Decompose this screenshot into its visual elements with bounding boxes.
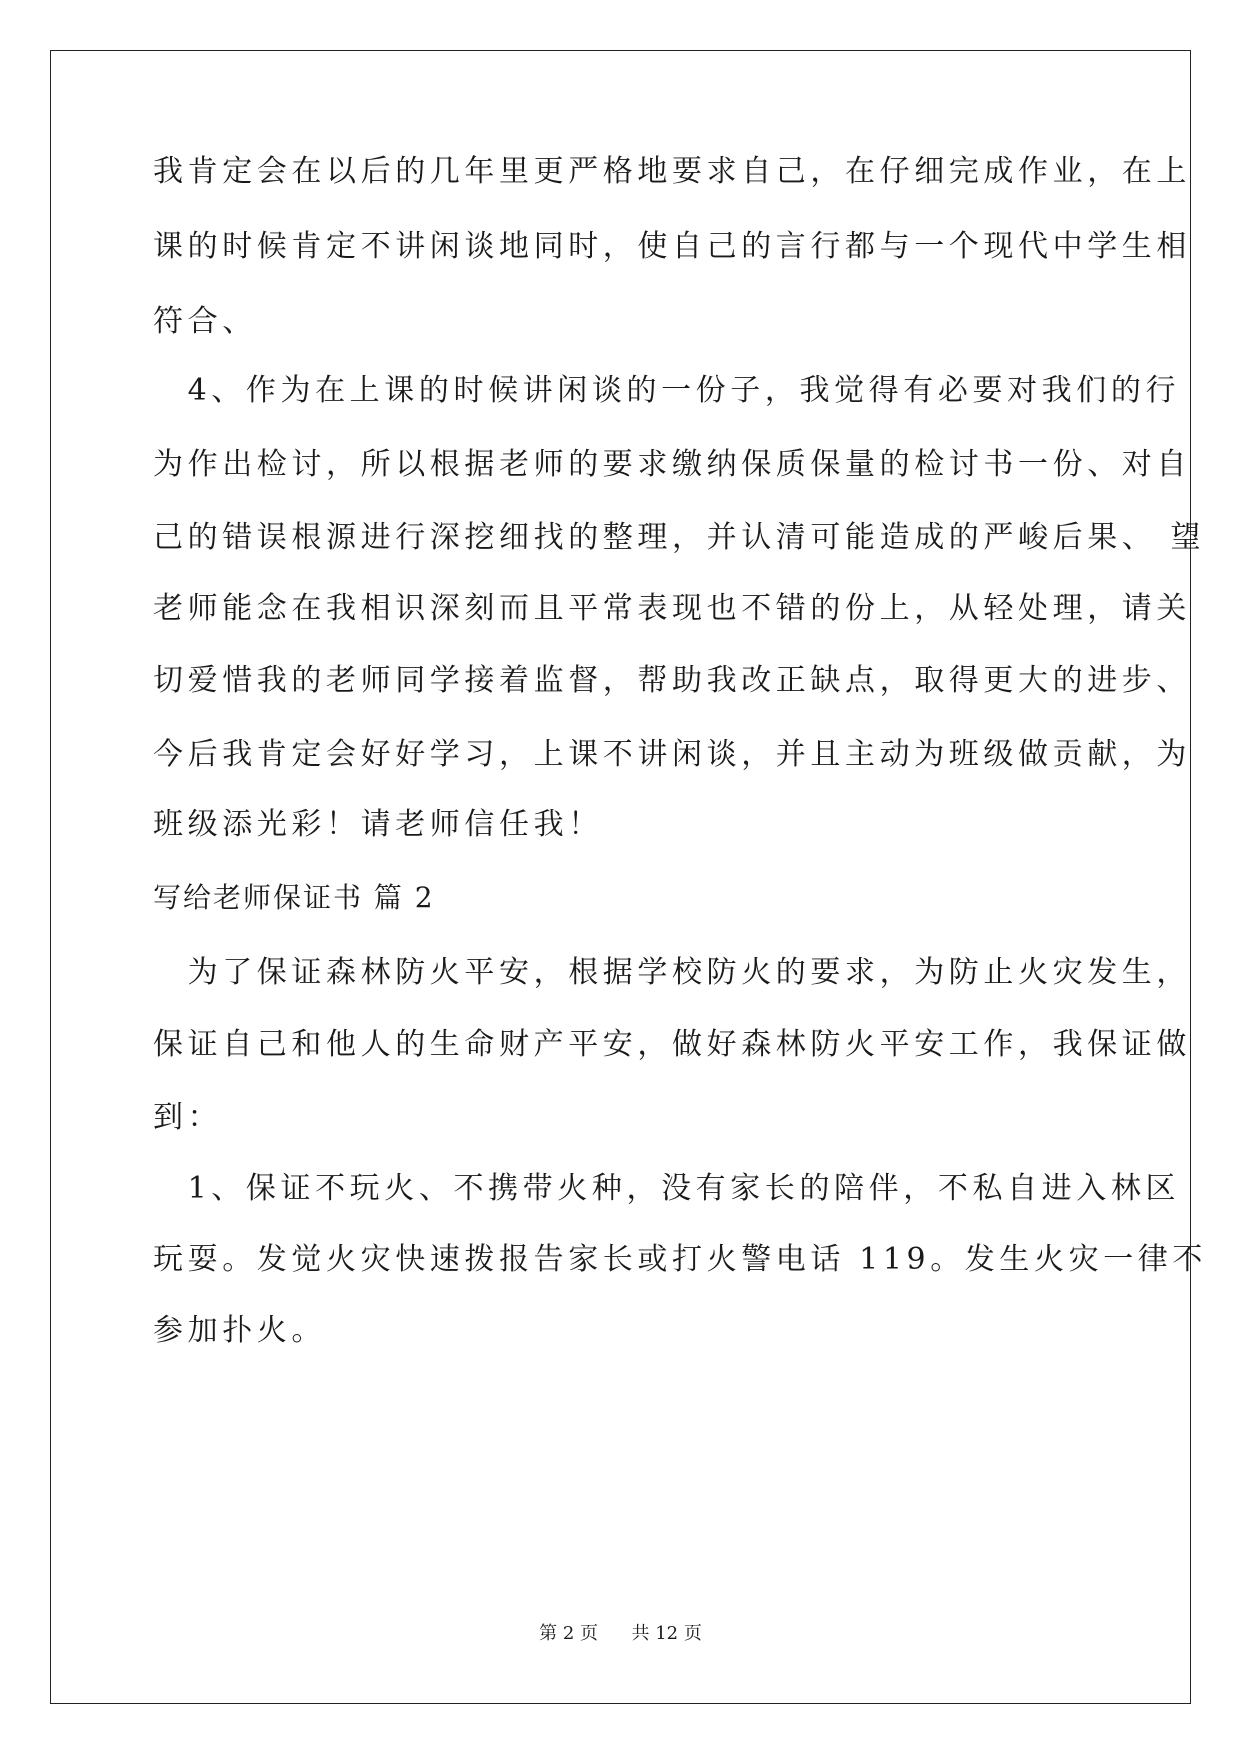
body-line-8: 切爱惜我的老师同学接着监督，帮助我改正缺点，取得更大的进步、 (153, 663, 1191, 698)
body-line-15: 玩耍。发觉火灾快速拨报告家长或打火警电话 119。发生火灾一律不 (153, 1242, 1207, 1277)
body-line-16: 参加扑火。 (153, 1313, 326, 1348)
page-footer (0, 1622, 1241, 1646)
body-line-3: 符合、 (153, 304, 257, 339)
body-line-5: 为作出检讨，所以根据老师的要求缴纳保质保量的检讨书一份、对自 (153, 447, 1191, 482)
body-line-4: 4、作为在上课的时候讲闲谈的一份子，我觉得有必要对我们的行 (153, 373, 1181, 408)
section-heading: 写给老师保证书 篇 2 (153, 881, 435, 914)
body-line-11: 为了保证森林防火平安，根据学校防火的要求，为防止火灾发生， (153, 955, 1191, 990)
page-border (50, 50, 1207, 1704)
total-pages: 共 12 页 (631, 1623, 702, 1644)
body-line-14: 1、保证不玩火、不携带火种，没有家长的陪伴，不私自进入林区 (153, 1171, 1181, 1206)
body-line-2: 课的时候肯定不讲闲谈地同时，使自己的言行都与一个现代中学生相 (153, 229, 1191, 264)
body-line-1: 我肯定会在以后的几年里更严格地要求自己，在仔细完成作业，在上 (153, 154, 1191, 189)
page-number: 第 2 页 (539, 1623, 599, 1644)
body-line-13: 到： (153, 1100, 223, 1135)
body-line-6: 己的错误根源进行深挖细找的整理，并认清可能造成的严峻后果、 望 (153, 520, 1206, 555)
body-line-7: 老师能念在我相识深刻而且平常表现也不错的份上，从轻处理，请关 (153, 591, 1191, 626)
body-line-12: 保证自己和他人的生命财产平安，做好森林防火平安工作，我保证做 (153, 1027, 1191, 1062)
body-line-10: 班级添光彩！请老师信任我！ (153, 807, 603, 842)
body-line-9: 今后我肯定会好好学习，上课不讲闲谈，并且主动为班级做贡献，为 (153, 737, 1191, 772)
